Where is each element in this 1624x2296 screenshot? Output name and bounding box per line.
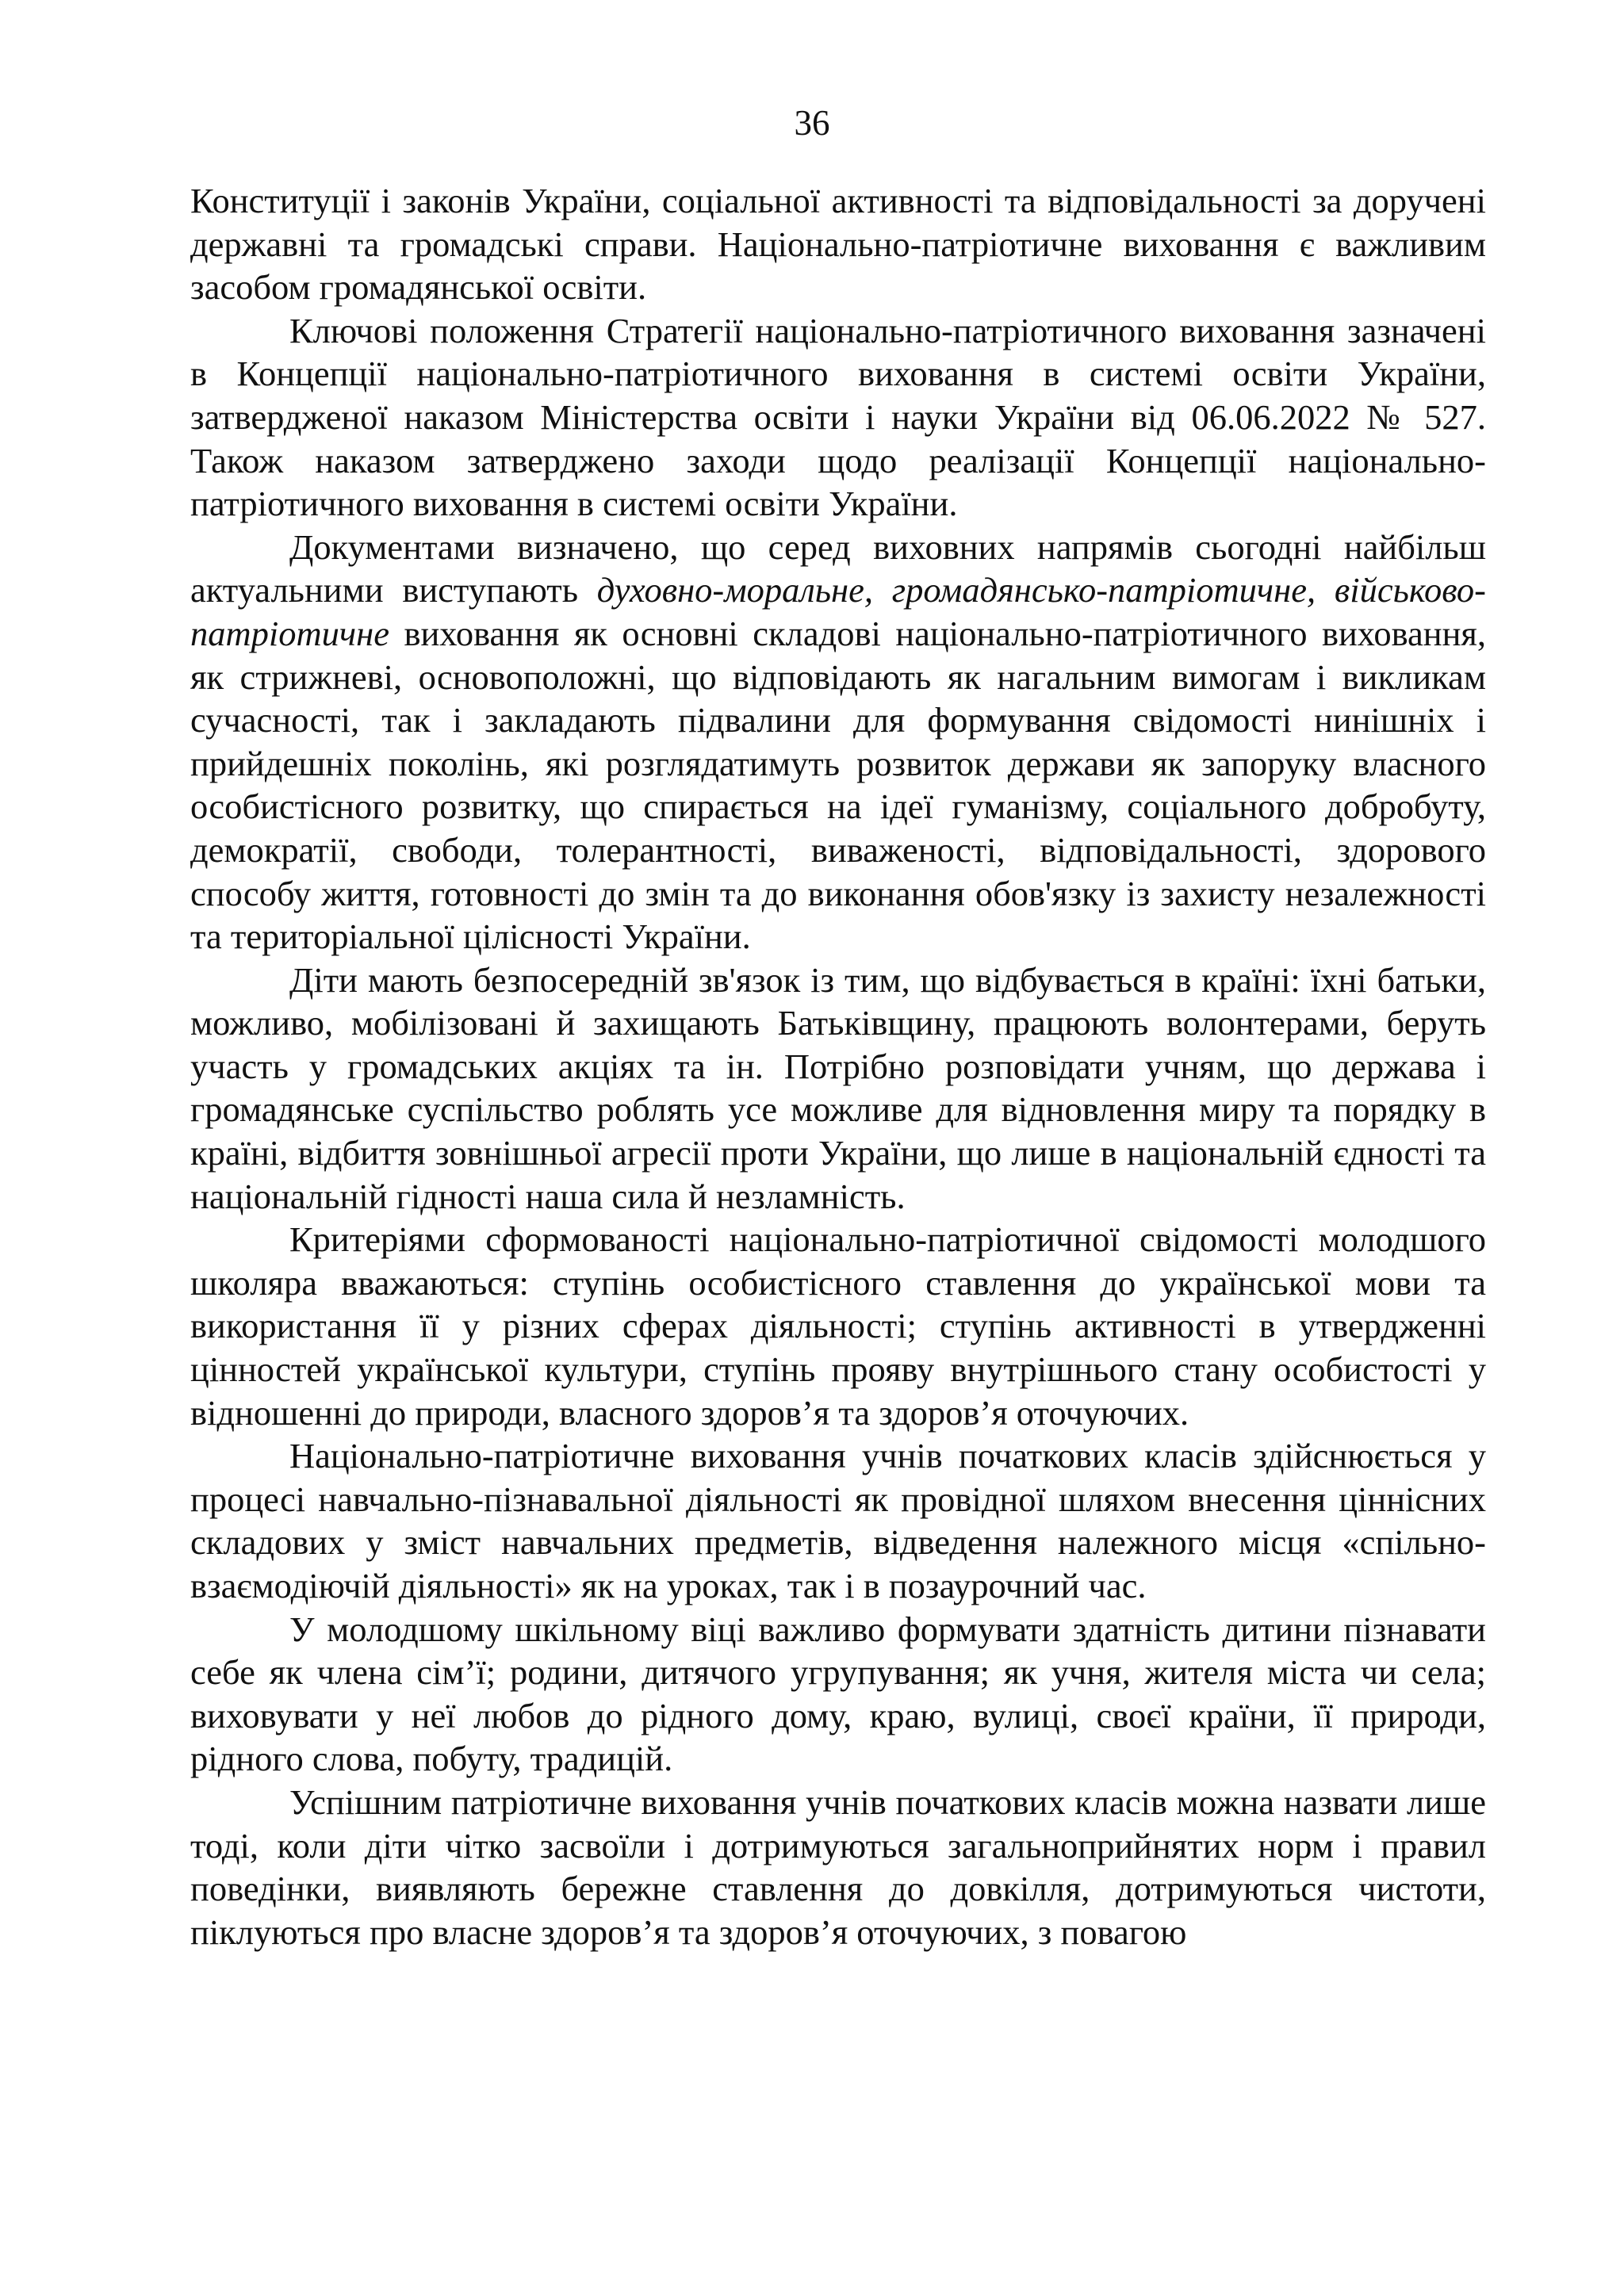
page-number: 36 [794,103,830,143]
paragraph-2: Ключові положення Стратегії національно-патріотичного виховання зазначені в Концепції національно-патріотичного виховання в системі освіти України, затвердженої наказом Міністерства освіти і науки України від 06.06.2022 № 527. Також наказом затверджено заходи щодо реалізації Концепції національно-патріотичного виховання в системі освіти України. [190,310,1486,524]
paragraph-3 [190,526,1486,959]
paragraph-4: Діти мають безпосередній зв'язок із тим, що відбувається в країні: їхні батьки, можливо, мобілізовані й захищають Батьківщину, працюють волонтерами, беруть участь у громадських акціях та ін. Потрібно розповідати учням, що держава і громадянське суспільство роблять усе можливе для відновлення миру та порядку в країні, відбиття зовнішньої агресії проти України, що лише в національній єдності та національній гідності наша сила й незламність. [190,959,1486,1216]
document-body [190,179,1486,1954]
paragraph-1: Конституції і законів України, соціальної активності та відповідальності за доручені державні та громадські справи. Національно-патріотичне виховання є важливим засобом громадянської освіти. [190,181,1486,308]
paragraph-8: Успішним патріотичне виховання учнів початкових класів можна назвати лише тоді, коли діти чітко засвоїли і дотримуються загальноприйнятих норм і правил поведінки, виявляють бережне ставлення до довкілля, дотримуються чистоти, піклуються про власне здоров’я та здоров’я оточуючих, з повагою [190,1781,1486,1952]
paragraph-3-italic-phrase: духовно-моральне, громадянсько-патріотичне, військово-патріотичне [190,570,1486,653]
paragraph-6: Національно-патріотичне виховання учнів початкових класів здійснюється у процесі навчально-пізнавальної діяльності як провідної шляхом внесення ціннісних складових у зміст навчальних предметів, відведення належного місця «спільно-взаємодіючій діяльності» як на уроках, так і в позаурочний час. [190,1436,1486,1605]
paragraph-3-text-after: виховання як основні складові національно-патріотичного виховання, як стрижневі, основоположні, що відповідають як нагальним вимогам і викликам сучасності, так і закладають підвалини для формування свідомості нинішніх і прийдешніх поколінь, які розглядатимуть розвиток держави як запоруку власного особистісного розвитку, що спирається на ідеї гуманізму, соціального добробуту, демократії, свободи, толерантності, виваженості, відповідальності, здорового способу життя, готовності до змін та до виконання обов'язку із захисту незалежності та територіальної цілісності України. [190,613,1486,957]
paragraph-3-text-before: Документами визначено, що серед виховних напрямів сьогодні найбільш актуальними виступають [190,526,1486,610]
paragraph-5: Критеріями сформованості національно-патріотичної свідомості молодшого школяра вважаються: ступінь особистісного ставлення до української мови та використання її у різних сферах діяльності; ступінь активності в утвердженні цінностей української культури, ступінь прояву внутрішнього стану особистості у відношенні до природи, власного здоров’я та здоров’я оточуючих. [190,1219,1486,1433]
paragraph-7: У молодшому шкільному віці важливо формувати здатність дитини пізнавати себе як члена сім’ї; родини, дитячого угрупування; як учня, жителя міста чи села; виховувати у неї любов до рідного дому, краю, вулиці, своєї країни, її природи, рідного слова, побуту, традицій. [190,1609,1486,1779]
